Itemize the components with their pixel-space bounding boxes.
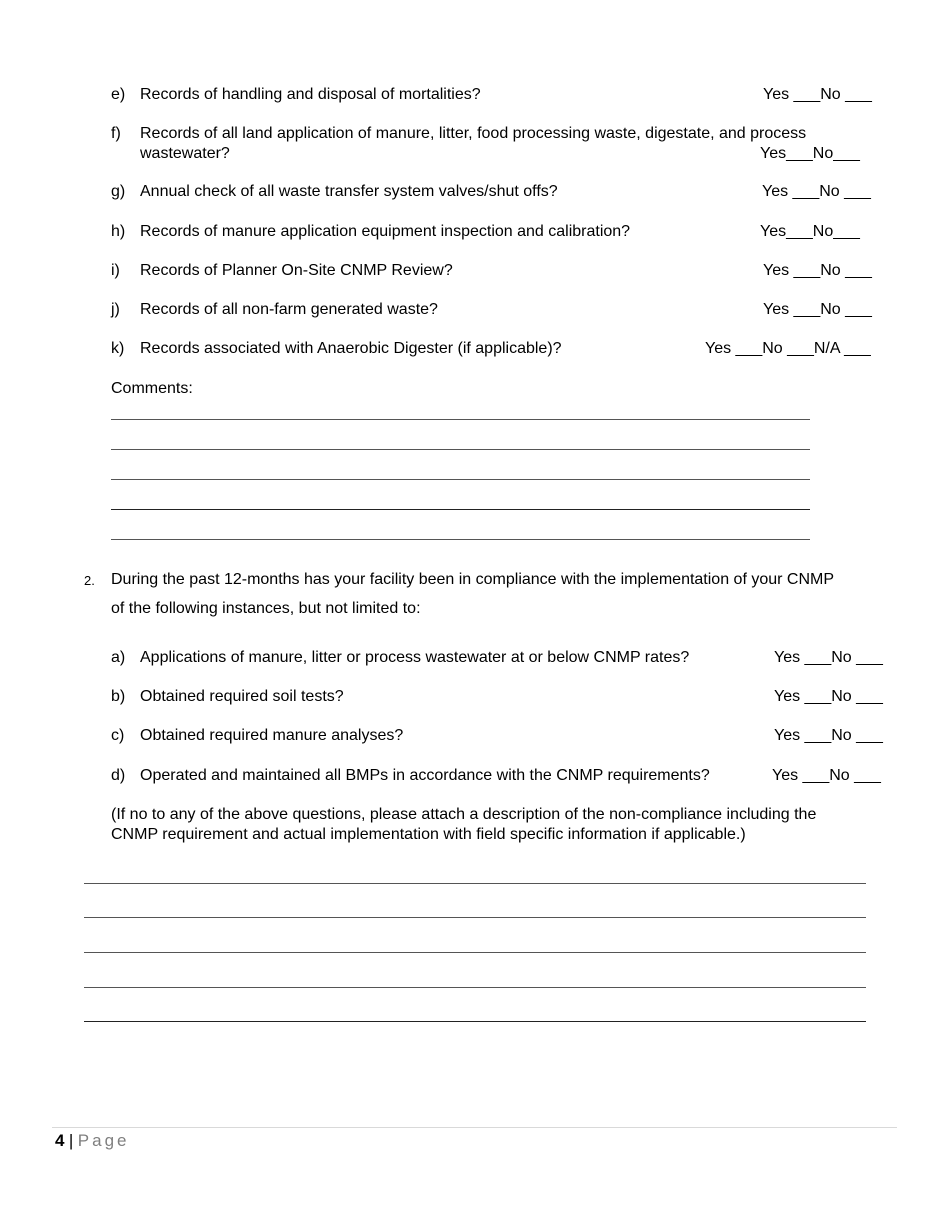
description-line[interactable] [84,883,866,884]
item-question-line1: Records of all land application of manure, litter, food processing waste, digestate, and process [140,125,807,142]
yes-no-answer-field[interactable]: Yes ___No ___ [774,649,883,666]
page-number: 4 [55,1131,65,1150]
item-question: Records associated with Anaerobic Digester (if applicable)? [140,340,562,357]
item-question: Records of manure application equipment inspection and calibration? [140,223,631,240]
yes-no-answer-field[interactable]: Yes___No___ [760,223,860,240]
footer-divider [52,1127,897,1128]
noncompliance-note-line1: (If no to any of the above questions, please attach a description of the non-compliance including the [111,806,817,823]
comment-line[interactable] [111,419,810,420]
item-question: Obtained required soil tests? [140,688,344,705]
comment-line[interactable] [111,509,810,510]
page-label: Page [77,1131,130,1150]
item-question: Records of Planner On-Site CNMP Review? [140,262,453,279]
item-question: Annual check of all waste transfer system valves/shut offs? [140,183,558,200]
page-footer [55,1131,130,1151]
yes-no-answer-field[interactable]: Yes ___No ___ [763,301,872,318]
compliance-question-line2: of the following instances, but not limited to: [111,600,421,617]
yes-no-answer-field[interactable]: Yes___No___ [760,145,860,162]
item-letter: g) [111,183,126,200]
item-letter: k) [111,340,125,357]
yes-no-answer-field[interactable]: Yes ___No ___ [774,727,883,744]
yes-no-answer-field[interactable]: Yes ___No ___ [763,262,872,279]
item-letter: f) [111,125,121,142]
yes-no-answer-field[interactable]: Yes ___No ___ [763,86,872,103]
description-line[interactable] [84,917,866,918]
item-letter: d) [111,767,126,784]
description-line[interactable] [84,1021,866,1022]
yes-no-answer-field[interactable]: Yes ___No ___ [774,688,883,705]
item-letter: b) [111,688,126,705]
item-question: Obtained required manure analyses? [140,727,404,744]
comments-label: Comments: [111,380,193,397]
yes-no-answer-field[interactable]: Yes ___No ___ [772,767,881,784]
comment-line[interactable] [111,449,810,450]
item-letter: h) [111,223,126,240]
description-line[interactable] [84,952,866,953]
comment-line[interactable] [111,539,810,540]
yes-no-answer-field[interactable]: Yes ___No ___ [762,183,871,200]
item-letter: e) [111,86,126,103]
description-line[interactable] [84,987,866,988]
section-number: 2. [84,573,95,588]
yes-no-na-answer-field[interactable]: Yes ___No ___N/A ___ [705,340,871,357]
compliance-question-line1: During the past 12-months has your facility been in compliance with the implementation of your CNMP [111,571,835,588]
item-question-line2: wastewater? [140,145,230,162]
item-letter: j) [111,301,120,318]
page-separator: | [68,1131,74,1150]
item-question: Operated and maintained all BMPs in accordance with the CNMP requirements? [140,767,710,784]
item-letter: i) [111,262,120,279]
item-question: Records of handling and disposal of mortalities? [140,86,481,103]
item-question: Records of all non-farm generated waste? [140,301,438,318]
comment-line[interactable] [111,479,810,480]
item-letter: c) [111,727,125,744]
noncompliance-note-line2: CNMP requirement and actual implementation with field specific information if applicable.) [111,826,746,843]
item-question: Applications of manure, litter or process wastewater at or below CNMP rates? [140,649,690,666]
item-letter: a) [111,649,126,666]
